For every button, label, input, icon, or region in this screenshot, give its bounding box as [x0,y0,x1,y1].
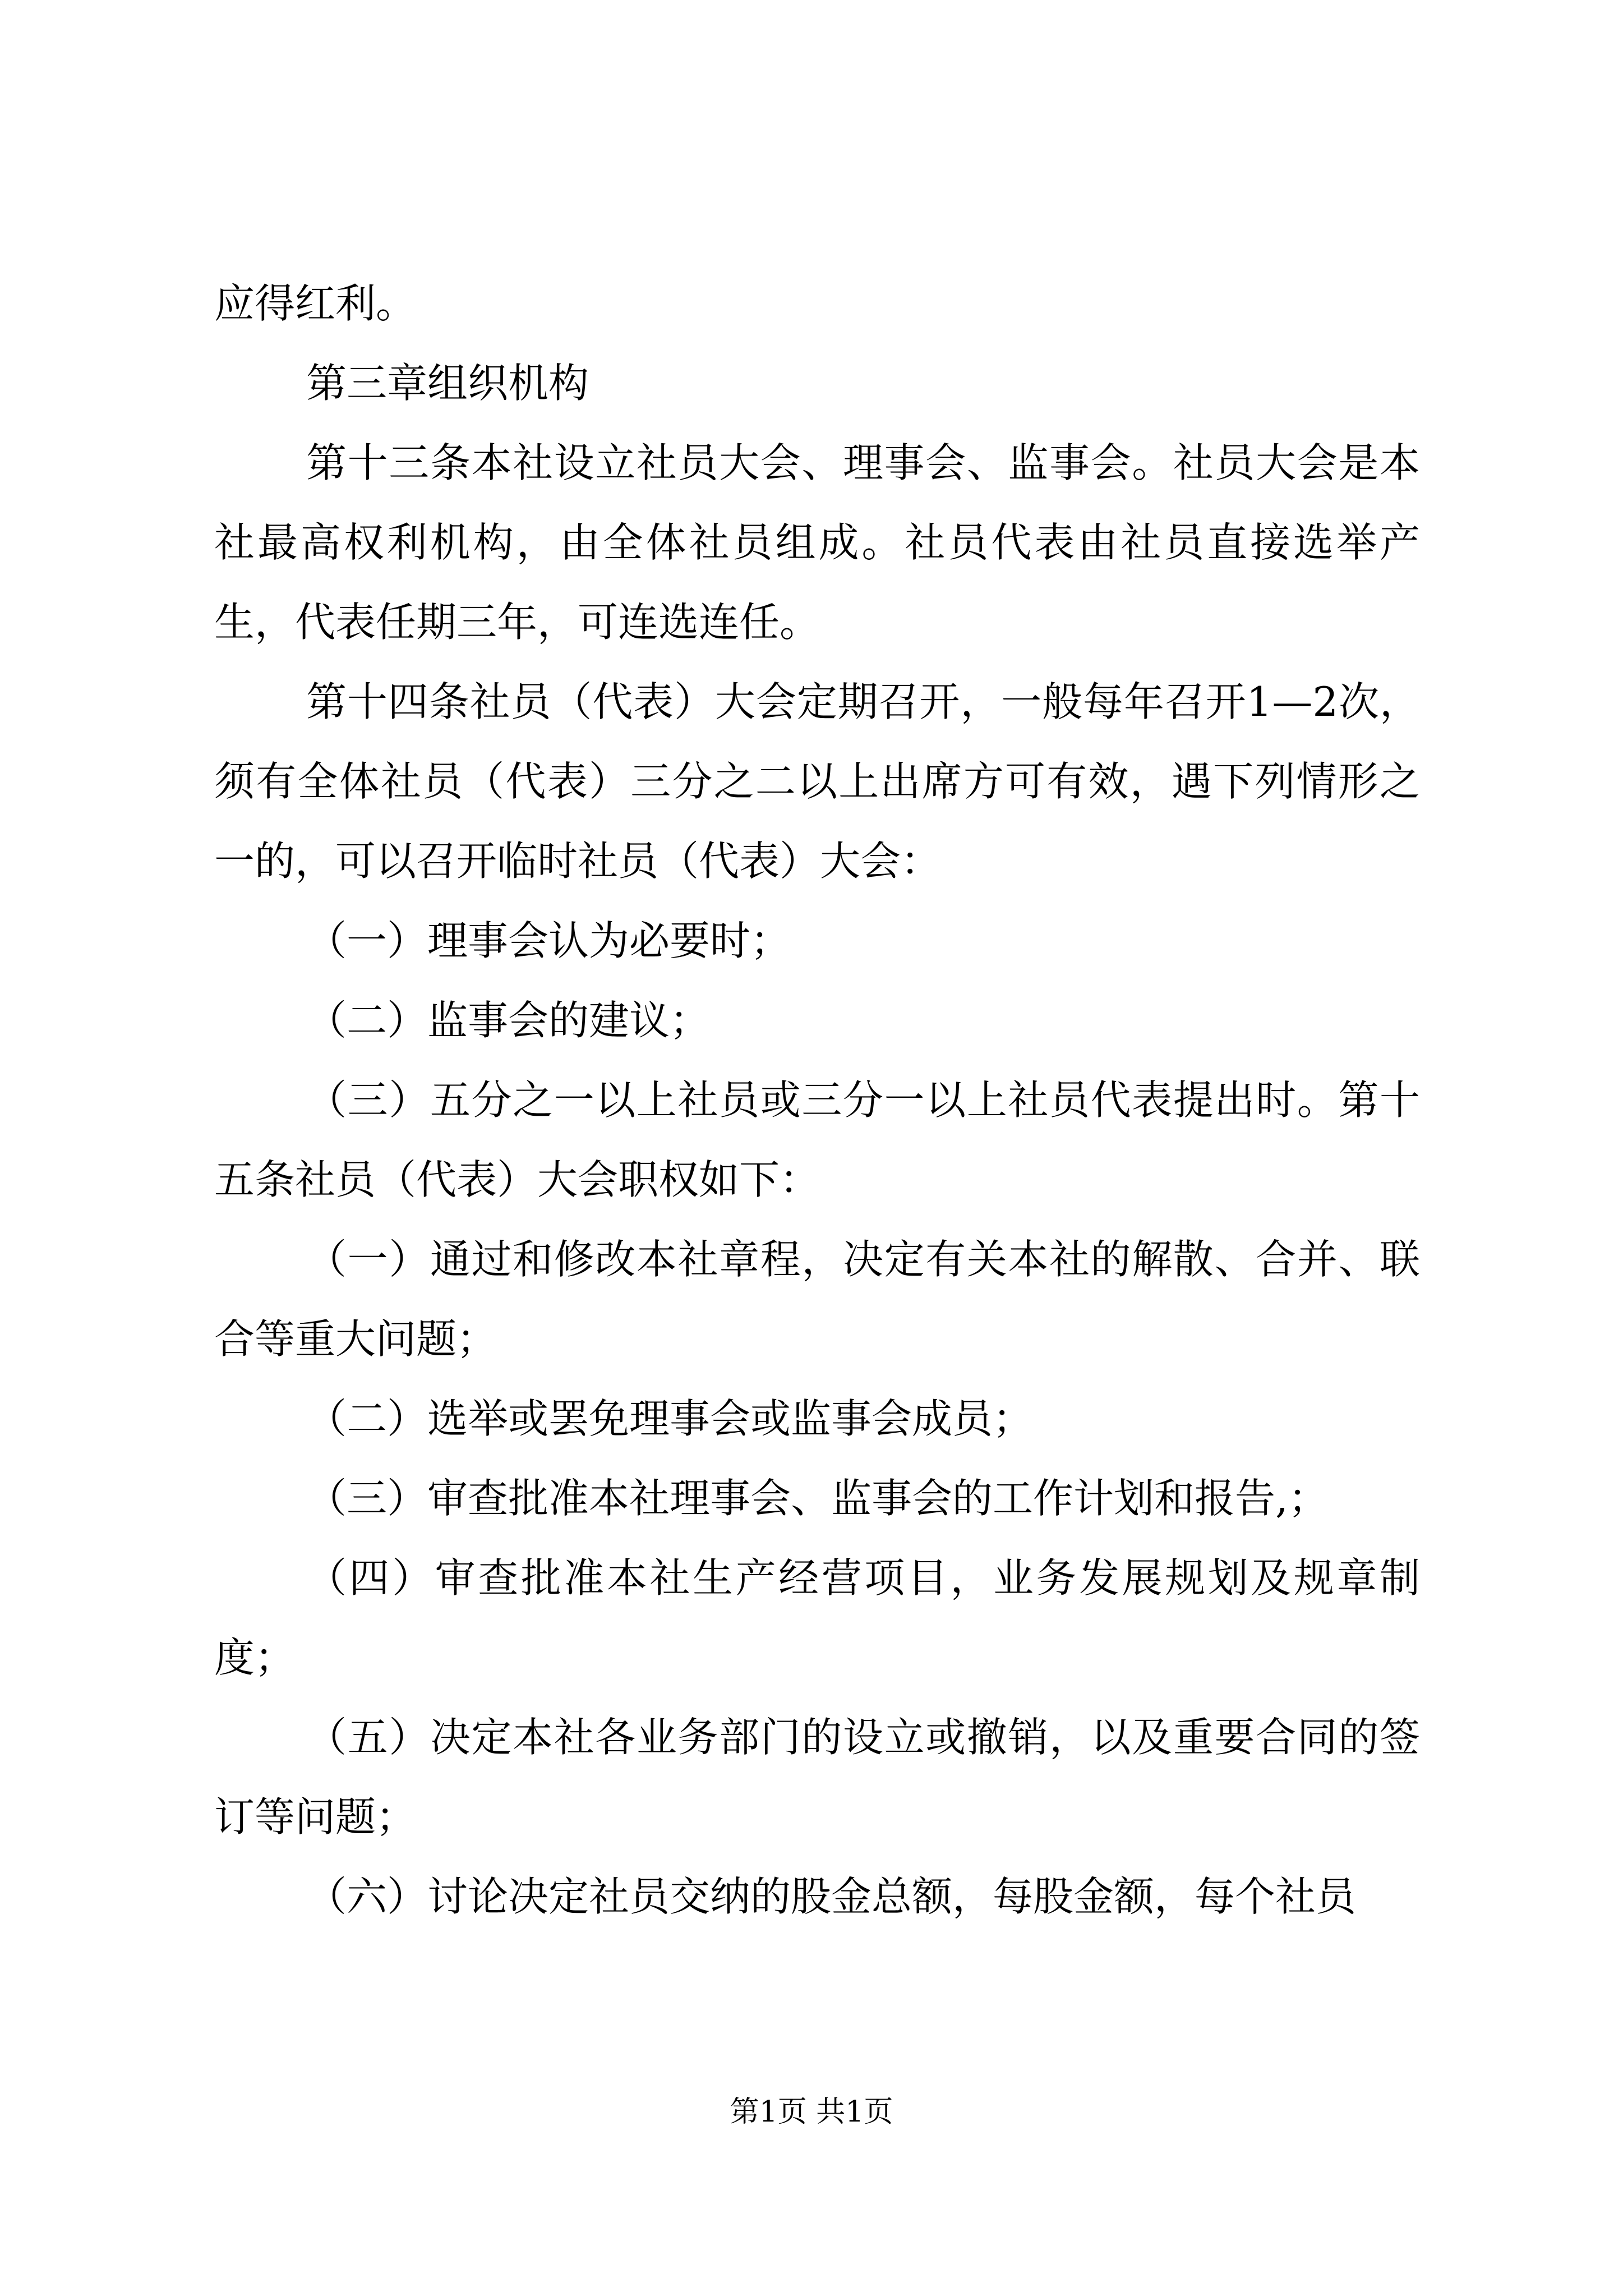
paragraph: （一）通过和修改本社章程，决定有关本社的解散、合并、联合等重大问题； [214,1236,1420,1363]
paragraph: （四）审查批准本社生产经营项目，业务发展规划及规章制度； [214,1554,1420,1681]
document-body [214,264,1420,1936]
paragraph: （三）审查批准本社理事会、监事会的工作计划和报告,； [306,1475,1329,1522]
paragraph: （二）监事会的建议； [306,997,711,1044]
paragraph: 第三章组织机构 [306,360,589,407]
paragraph: （二）选举或罢免理事会或监事会成员； [306,1395,1034,1442]
paragraph: 第十三条本社设立社员大会、理事会、监事会。社员大会是本社最高权利机构，由全体社员组成。社员代表由社员直接选举产生，代表任期三年，可连选连任。 [214,439,1420,646]
paragraph: （五）决定本社各业务部门的设立或撤销，以及重要合同的签订等问题； [214,1714,1420,1841]
paragraph: 应得红利。 [214,280,417,327]
paragraph: （六）讨论决定社员交纳的股金总额，每股金额，每个社员 [306,1873,1357,1920]
paragraph: 第十四条社员（代表）大会定期召开，一般每年召开1—2次，须有全体社员（代表）三分之二以上出席方可有效，遇下列情形之一的，可以召开临时社员（代表）大会： [214,678,1420,885]
paragraph: （三）五分之一以上社员或三分一以上社员代表提出时。第十五条社员（代表）大会职权如下： [214,1076,1420,1203]
page-footer: 第1页 共1页 [730,2095,893,2129]
paragraph: （一）理事会认为必要时； [306,917,791,964]
